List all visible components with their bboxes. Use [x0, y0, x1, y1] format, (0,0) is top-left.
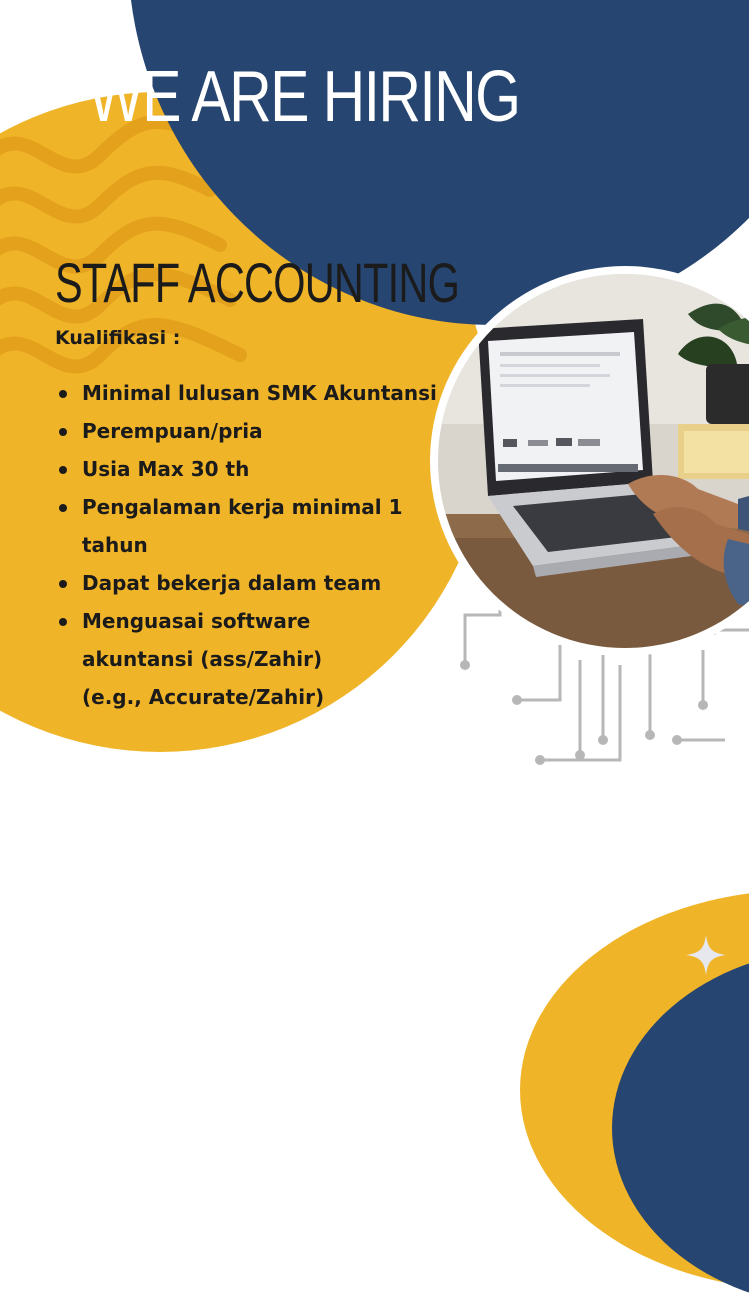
qualification-item: Usia Max 30 th	[55, 450, 455, 488]
qualification-item: Perempuan/pria	[55, 412, 455, 450]
qualification-item: Minimal lulusan SMK Akuntansi	[55, 374, 455, 412]
qualification-item: Dapat bekerja dalam team	[55, 564, 455, 602]
job-position-title: STAFF ACCOUNTING	[55, 251, 460, 314]
hiring-headline: WE ARE HIRING	[88, 57, 520, 137]
qualifications-list	[55, 374, 455, 716]
sparkle-icon	[686, 935, 726, 975]
qualification-item: Pengalaman kerja minimal 1 tahun	[55, 488, 442, 564]
laptop-image	[438, 274, 749, 648]
qualification-item: Menguasai software akuntansi (ass/Zahir) (e.g., Accurate/Zahir)	[55, 602, 382, 716]
qualifications-label: Kualifikasi :	[55, 327, 181, 349]
